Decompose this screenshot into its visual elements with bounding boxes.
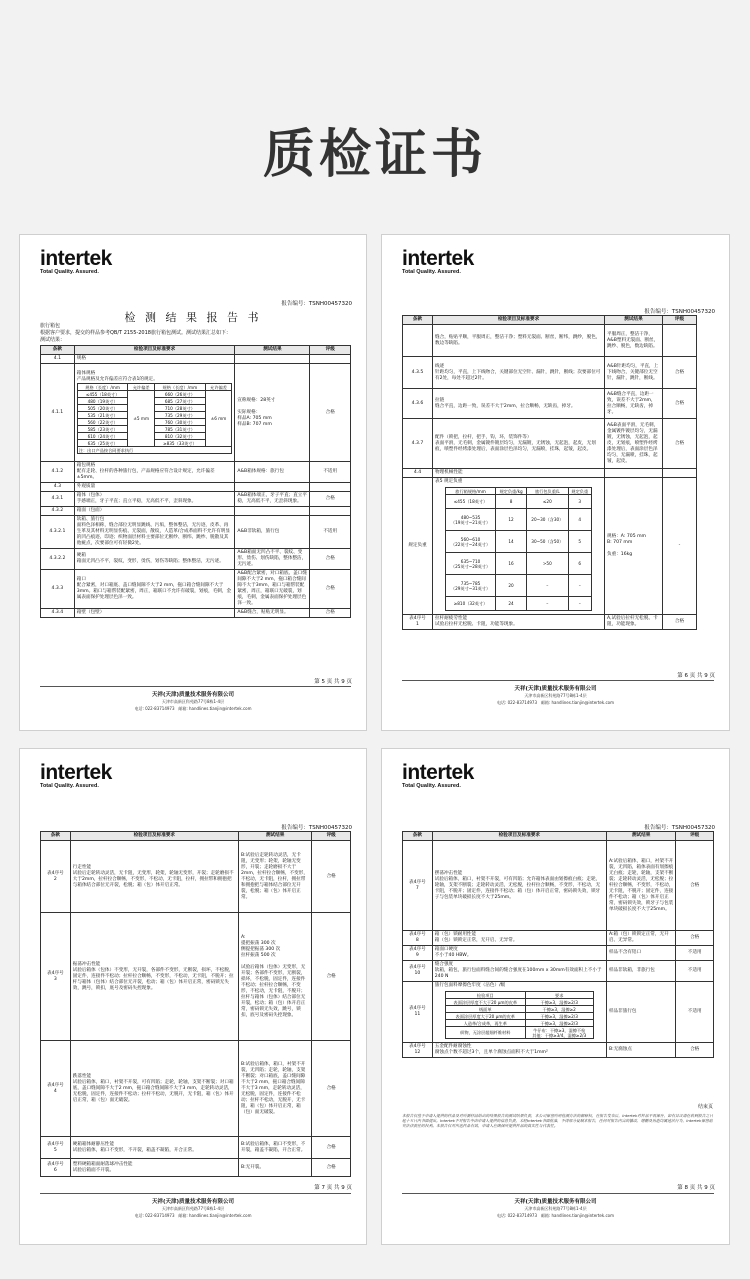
col-result: 测试结果 [238, 832, 311, 841]
clause-result [235, 507, 310, 516]
clause-result [235, 355, 310, 364]
clause-content: 外观质量 [74, 483, 235, 492]
footer-phone: 电话: 022-83714973 [496, 1213, 538, 1218]
intertek-logo [40, 247, 112, 275]
logo-tagline: Total Quality. Assured. [40, 269, 99, 275]
clause-no: 4.3 [41, 483, 75, 492]
load-cell: – [568, 575, 591, 597]
clause-verdict: 合格 [676, 841, 714, 931]
load-cell: ≤455（18英寸） [446, 495, 496, 509]
rub-cell: 干擦≥3，湿擦≥2 [525, 1006, 593, 1013]
page-number: 第 6 页 共 9 页 [677, 673, 715, 679]
clause-result: A&B非软箱，旅行包 [235, 516, 310, 549]
clause-verdict [310, 507, 351, 516]
clause-no: 4.3.3 [41, 570, 75, 609]
load-label: 规定负重 [403, 478, 433, 615]
results-table [40, 345, 351, 618]
spec-note: 注：出口产品按合同要求执行 [77, 447, 232, 454]
table-row [403, 982, 714, 1043]
clause-text: 箱体规格 产品规格及允许偏差应符合表1的规定。 [76, 371, 158, 382]
clause-no: 表4序号 8 [403, 931, 433, 946]
table-row [403, 469, 697, 478]
clause-verdict: - [663, 478, 697, 615]
footer-address: 天津市高新区科苑路77号8栋1-4层 [524, 693, 587, 698]
results-table [402, 831, 714, 1058]
clause-text: 旅行包面料摩擦色牢度（沾色）/级 [434, 983, 506, 988]
table-row [41, 841, 351, 913]
clause-verdict [310, 355, 351, 364]
load-cell: >50 [527, 553, 568, 575]
report-number: 报告编号：TSNH00457320 [644, 309, 715, 315]
table-row [403, 357, 697, 389]
rub-cell: 表面涂层厚度大于20 µm的皮革 [445, 1013, 525, 1020]
table-row [41, 1041, 351, 1137]
clause-result: A&B箱体规格：旅行包 [235, 462, 310, 483]
clause-content: 硬箱 箱面无凹凸不平，裂纹，变形，烫伤，划伤等缺陷；整体整洁，无污迹。 [74, 549, 235, 570]
clause-verdict: 不适用 [310, 516, 351, 549]
clause-result [605, 469, 663, 478]
spec-header: 规格（长度）/mm [155, 384, 206, 391]
clause-result: B:试验后箱体，箱口，衬架不开裂，无凹陷；走轮，轮轴，支架不断裂；对口箱底，盖口缝间隙不大于2 mm，拖口箱合缝间隙不大于3 mm，走轮转动灵活，无松脱，固定件，连接件不松动；拉杆不松动，无脱开，无卡阻，箱（包）体开启正常，箱（包）面无破裂。 [238, 1041, 311, 1137]
clause-content: 箱包规格 配有走轮、拉杆的各种旅行包，产品规格应符合设计规定，允许偏差±5mm。 [74, 462, 235, 483]
clause-verdict: 合格 [312, 841, 351, 913]
rub-cell: 干擦≥3，湿擦≥2/3 [525, 1020, 593, 1027]
clause-result: 宣称规格：28英寸 实际规格： 样品A: 705 mm 样品B: 707 mm [235, 364, 310, 462]
col-verdict: 评级 [310, 346, 351, 355]
clause-content: 振荡冲击性能 试验后箱体（包体）不变形，无开裂，各部件不变形，无断裂，损坏，不松脱，固定件，连接件不松动；拉杆拉合顺畅，不变形，不松动，无卡阻，不脱开；拉杆与箱体（包体）结合部位无开裂，松动；箱（包）体开启正常，密码锁无失效，跳号，锁扣，底号及密码失控现象。 [70, 913, 238, 1041]
table-row [403, 325, 697, 357]
logo-wordmark: intertek [40, 247, 112, 270]
clause-no: 4.3.6 [403, 389, 433, 419]
table-row [41, 1137, 351, 1159]
footer-phone: 电话: 022-83714973 [496, 700, 538, 705]
table-row [41, 913, 351, 1041]
clause-content: 摆荡冲击性能 试验后箱体，箱口，衬架不开裂，可有凹陷；允许箱体表面由划擦痕白痕；走轮，轮轴，支架不断裂；走轮转动灵活，无松脱，拉杆拉合顺畅，不变形，不松动，无卡阻，不脱开；固定件，连接件不松动；箱（包）体开启正常，密码锁失效，锁牙子与包装单块破损长度不大于25mm。 [432, 841, 606, 931]
logo-tagline: Total Quality. Assured. [402, 783, 461, 789]
clause-result: B:试验后箱体，箱口不变形，不开裂，箱盖不凝陷，开合正常。 [238, 1137, 311, 1159]
load-cell: 20 [496, 575, 527, 597]
spec-cell: 785（31英寸） [155, 426, 206, 433]
clause-no: 4.3.7 [403, 419, 433, 469]
clause-result: A&B表面平滑，无毛刺，金属镀件镀层均匀，无漏镀，无锈蚀，无起泡，起皮，无划痕，喷塑件经烤漆处理后，表面涂层色泽均匀，无漏喷，挂珠，起皱，起皮。 [605, 419, 663, 469]
table-row [403, 1043, 714, 1058]
load-header: 规定负重/kg [496, 488, 527, 495]
table-row [41, 462, 351, 483]
footer-contact [20, 706, 366, 712]
spec-cell: 710（28英寸） [155, 405, 206, 412]
clause-no: 表4序号 5 [41, 1137, 71, 1159]
clause-content: 物理机械性能 [433, 469, 605, 478]
clause-content [74, 364, 235, 462]
col-result: 测试结果 [605, 316, 663, 325]
spec-tolerance: ±6 mm [205, 391, 232, 447]
report-number: 报告编号：TSNH00457320 [281, 825, 352, 831]
table-row [403, 841, 714, 931]
load-cell: 30~50（含50） [527, 531, 568, 553]
col-verdict: 评级 [663, 316, 697, 325]
clause-content: 缝合强度 软箱，箱包，旅行包面料缝合间的缝合强度在100mm x 30mm有效面积上不小于240 N [432, 961, 606, 982]
rub-cell: 人造革/合成革，再生革 [445, 1020, 525, 1027]
load-cell: 16 [496, 553, 527, 575]
clause-result: A:箱（包）锁锁定正常，无开启、无异常。 [606, 931, 675, 946]
disclaimer: 本报告仅基于申请人提供的样品及对所测样品给出的结果报告的测试结果负责，本公司保留所用检测方法的解释权，在报告发布后，Intertek对样品不再保存，如有异议请在收到报告之日起十五日内书面提出。Intertek不对报告中由申请人提供的信息负责，未经Intertek书面批准，不得部分复制本报告，任何对报告内容的篡改、增删及伪造均属违法行为，Intertek保留追究法律责任的权利。本报告仅对所送样品有效，申请人应确保所提供样品的真实性与代表性。 [402, 1113, 714, 1128]
logo-wordmark: intertek [402, 247, 474, 270]
clause-content: 跌落性能 试验后箱体，箱口，衬架不开裂，可有凹陷；走轮，轮轴，支架不断裂；对口箱底，盖口缝间隙不大于2 mm，拖口箱合缝间隙不大于3 mm，走轮转动灵活，无松脱，固定件，连接件不松动；拉杆不松动，无脱开，无卡阻，箱（包）体开启正常，箱（包）面无破裂。 [70, 1041, 238, 1137]
rub-cell: 织物，无涂层超细纤维材料 [445, 1027, 525, 1039]
clause-no: 表4序号 1 [403, 615, 433, 630]
table5-title: 表5 规定负重 [435, 479, 463, 484]
table-row [41, 492, 351, 507]
load-cell: – [527, 575, 568, 597]
spec-cell: 610（24英寸） [77, 433, 128, 440]
col-content: 检验项目及标准要求 [74, 346, 235, 355]
footer-email: 邮箱: handlines.tianjin@intertek.com [178, 706, 252, 711]
page-number: 第 8 页 共 9 页 [677, 1185, 715, 1191]
report-page-7 [19, 748, 367, 1245]
rub-cell: 表面涂层厚度不大于20 µm的皮革 [445, 999, 525, 1006]
footer [20, 1197, 366, 1219]
footer-address: 天津市高新区科苑路77号8栋1-4层 [524, 1206, 587, 1211]
clause-content: 箱壁（包壁） [74, 609, 235, 618]
clause-verdict: 不适用 [676, 961, 714, 982]
spec-cell: 535（21英寸） [77, 412, 128, 419]
results-table [402, 315, 697, 630]
load-cell: 12 [496, 509, 527, 531]
clause-content: 塑料硬箱箱面耐落球冲击性能 试验后箱面不开裂。 [70, 1159, 238, 1177]
clause-verdict: 不适用 [676, 946, 714, 961]
spec-cell: 560（22英寸） [77, 419, 128, 426]
spec-table [77, 383, 233, 454]
footer [382, 684, 729, 706]
col-content: 检验项目及标准要求 [432, 832, 606, 841]
load-header: 旅行箱规格/mm [446, 488, 496, 495]
clause-content: 规格 [74, 355, 235, 364]
table-row [41, 355, 351, 364]
clause-content: 箱口 配合紧密，对口箱底、盖口缝间隙不大于2 mm，拖口箱合缝间隙不大于3mm。箱口与箱帮装配紧密，周正，箱联口不允许有破裂，划痕，毛刺，金属表面保护处理层色泽一致。 [74, 570, 235, 609]
load-cell: 4 [568, 509, 591, 531]
clause-no: 表4序号 11 [403, 982, 433, 1043]
col-item: 条款 [403, 832, 433, 841]
spec-header: 允许偏差 [128, 384, 155, 391]
clause-result: A&B缝合，贴贴无明显。 [235, 609, 310, 618]
load-cell: 635~710 （25英寸~28英寸） [446, 553, 496, 575]
table-row [403, 946, 714, 961]
clause-no: 4.3.4 [41, 609, 75, 618]
clause-result: B:无开裂。 [238, 1159, 311, 1177]
intertek-logo [40, 761, 112, 789]
spec-cell: 585（23英寸） [77, 426, 128, 433]
load-cell: 6 [568, 553, 591, 575]
clause-verdict: 合格 [663, 357, 697, 389]
load-cell: 8 [496, 495, 527, 509]
clause-no: 4.4 [403, 469, 433, 478]
load-header: 旅行包负重/L [527, 488, 568, 495]
clause-verdict: 合格 [663, 389, 697, 419]
logo-tagline: Total Quality. Assured. [402, 269, 461, 275]
footer-contact [382, 700, 729, 706]
clause-verdict: 合格 [312, 1159, 351, 1177]
report-number: 报告编号：TSNH00457320 [281, 301, 352, 307]
spec-cell: ≥835（33英寸） [155, 440, 206, 447]
spec-cell: ≤455（18英寸） [77, 391, 128, 398]
footer-email: 邮箱: handlines.tianjin@intertek.com [540, 700, 615, 705]
rub-cell: 干擦≥3，湿擦≥2/3 [525, 1013, 593, 1020]
load-cell: 560~610 （22英寸~24英寸） [446, 531, 496, 553]
table-row [41, 516, 351, 549]
end-mark: 结束页 [697, 1104, 713, 1110]
report-number: 报告编号：TSNH00457320 [644, 825, 715, 831]
clause-verdict: 合格 [310, 570, 351, 609]
clause-content: 箱（包）锁耐用性能 箱（包）锁锁定正常，无开启、无异常。 [432, 931, 606, 946]
clause-content: 缝合，贴贴平顺，平服周正，整洁干净；塑料无裂面、断丝，断纬，跳纱，脱色，数边等缺陷。 [433, 325, 605, 357]
footer-rule [40, 1193, 351, 1194]
clause-verdict: 合格 [310, 609, 351, 618]
clause-result: A: 提把振荡 300 次 侧提把振荡 300 次 拉杆振荡 500 次 试验后箱体（包体）无变形，无开裂；各部件不变形，无断裂，损坏，不松脱，固定件，连接件不松动；拉杆拉合顺畅，不变形，不松动，无卡阻，不脱开；拉杆与箱体（包体）结合部位无开裂，松动；箱（包）体开启正常，密码锁无失效，跳号，锁扣，底号及密码失控现象。 [238, 913, 311, 1041]
col-verdict: 评级 [312, 832, 351, 841]
clause-no: 表4序号 4 [41, 1041, 71, 1137]
load-cell: 3 [568, 495, 591, 509]
footer [20, 690, 366, 712]
footer-contact [382, 1213, 729, 1219]
clause-no: 4.3.2 [41, 507, 75, 516]
clause-no: 4.3.2.2 [41, 549, 75, 570]
clause-verdict: 合格 [310, 492, 351, 507]
logo-tagline: Total Quality. Assured. [40, 783, 99, 789]
clause-content: 线迹 针距均匀，平直，上下线吻合，关键部位无空针、漏针，跳针，断线；次要部位可有2处，每处不超过2针。 [433, 357, 605, 389]
clause-no: 表4序号 2 [41, 841, 71, 913]
table-row [41, 507, 351, 516]
clause-no: 表4序号 6 [41, 1159, 71, 1177]
load-table [445, 487, 592, 611]
clause-verdict: 合格 [310, 364, 351, 462]
col-item: 条款 [41, 346, 75, 355]
load-cell: ≤20 [527, 495, 568, 509]
clause-no: 表4序号 3 [41, 913, 71, 1041]
clause-content: 箱体（包体） 手感端正，牙子平直；直立平稳，无高低不平，歪斜现象。 [74, 492, 235, 507]
results-table [40, 831, 351, 1177]
clause-verdict: 合格 [663, 615, 697, 630]
load-cell: 24 [496, 597, 527, 611]
load-cell: 5 [568, 531, 591, 553]
col-result: 测试结果 [235, 346, 310, 355]
footer-company: 天祥(天津)质量技术服务有限公司 [514, 1199, 597, 1205]
footer-rule [402, 680, 714, 681]
col-item: 条款 [41, 832, 71, 841]
table-row [41, 364, 351, 462]
clause-no: 4.3.5 [403, 357, 433, 389]
clause-content: 拉链 缝合平直，边距一致，误差不大于2mm，拉合顺畅，无缺齿，掉牙。 [433, 389, 605, 419]
load-cell: – [527, 597, 568, 611]
page-number: 第 7 页 共 9 页 [314, 1185, 352, 1191]
intertek-logo [402, 247, 474, 275]
logo-wordmark: intertek [40, 761, 112, 784]
clause-no: 表4序号 10 [403, 961, 433, 982]
load-cell: 14 [496, 531, 527, 553]
rub-cell: 干擦≥3，湿擦≥2/3 [525, 999, 593, 1006]
table-row [41, 549, 351, 570]
rub-cell: 绒面革 [445, 1006, 525, 1013]
spec-cell: 685（27英寸） [155, 398, 206, 405]
clause-content: 硬箱箱体耐静压性能 试验后箱体，箱口不变形，不开裂，箱盖不凝陷，开合正常。 [70, 1137, 238, 1159]
footer-contact [20, 1213, 366, 1219]
clause-no: 4.1.2 [41, 462, 75, 483]
table-row [41, 1159, 351, 1177]
footer-company: 天祥(天津)质量技术服务有限公司 [514, 686, 597, 692]
rub-fastness-table [445, 991, 594, 1039]
clause-verdict [663, 325, 697, 357]
table-row [41, 570, 351, 609]
clause-verdict: 合格 [312, 1041, 351, 1137]
clause-verdict: 合格 [312, 913, 351, 1041]
clause-result: 样品非旅行包 [606, 982, 675, 1043]
clause-content: 配件（锁把，拉杆，把手，钩，环，装饰件等） 表面平滑，无毛刺，金属镀件镀层均匀，无漏镀，无锈蚀，无起泡，起皮，无划痕，喷塑件经烤漆处理后，表面涂层色泽均匀，无漏喷，挂珠，起皱，起皮。 [433, 419, 605, 469]
spec-cell: 735（29英寸） [155, 412, 206, 419]
footer-address: 天津市高新区科苑路77号8栋1-4层 [161, 1206, 225, 1211]
col-verdict: 评级 [676, 832, 714, 841]
col-result: 测试结果 [606, 832, 675, 841]
table-row [403, 478, 697, 615]
clause-no: 4.3.1 [41, 492, 75, 507]
spec-header: 规格（长度）/mm [77, 384, 128, 391]
clause-verdict: 不适用 [676, 982, 714, 1043]
clause-result: 规格：A: 705 mm B: 707 mm 负重：16kg [605, 478, 663, 615]
report-page-5 [19, 234, 367, 731]
report-heading: 检 测 结 果 报 告 书 [124, 311, 262, 324]
clause-no: 4.1.1 [41, 364, 75, 462]
col-content: 检验项目及标准要求 [433, 316, 605, 325]
clause-content: 箱面口硬度 不小于40 HBW。 [432, 946, 606, 961]
spec-cell: 505（20英寸） [77, 405, 128, 412]
clause-no: 4.1 [41, 355, 75, 364]
report-page-8 [381, 748, 730, 1245]
clause-verdict: 合格 [676, 1043, 714, 1058]
col-item: 条款 [403, 316, 433, 325]
footer [382, 1197, 729, 1219]
clause-no: 表4序号 12 [403, 1043, 433, 1058]
test-basis-note: 根据客户要求，提交的样品参考QB/T 2155-2018旅行箱包测试。测试结果汇总如下： [40, 330, 231, 336]
clause-content [433, 478, 605, 615]
clause-result: A,试验后拉杆无松脱、卡阻，功能现象。 [605, 615, 663, 630]
clause-result: A&B配合紧密，对口箱底、盖口缝间隙不大于2 mm，拖口箱合缝间隙不大于3mm，箱口与箱帮装配紧密，周正，箱联口无破裂，划痕，毛刺，金属表面保护处理层色泽一致。 [235, 570, 310, 609]
test-result-label: 测试结果： [40, 337, 66, 343]
clause-result: B:试验后走轮转动灵活，无卡阻，无变形；轮架，轮轴无变形，开裂；走轮磨损不大于2mm，拉杆拉合顺畅，不变形，不松动，无卡阻，拉杆，拥拉带和拥抱把与箱体结合部位无开裂，松脱；箱（包）体开启正常。 [238, 841, 311, 913]
clause-verdict: 合格 [310, 549, 351, 570]
spec-cell: 810（32英寸） [155, 433, 206, 440]
intertek-logo [402, 761, 474, 789]
rub-cell: 牛仔布：干擦≥3，湿擦不检 其他：干擦≥3/4，湿擦≥2/3 [525, 1027, 593, 1039]
clause-result: A&B缝合平直，边距一致，误差不大于2mm，拉合顺畅，无缺齿，掉牙。 [605, 389, 663, 419]
rub-header: 要求 [525, 992, 593, 999]
clause-verdict: 合格 [676, 931, 714, 946]
spec-header: 允许偏差 [205, 384, 232, 391]
clause-no [403, 325, 433, 357]
footer-phone: 电话: 022-83714973 [134, 1213, 175, 1218]
clause-result: 样品不含有铝口 [606, 946, 675, 961]
clause-result: A&B箱面无凹凸不平、裂纹、变形、烫伤、划伤缺陷，整体整洁，无污迹。 [235, 549, 310, 570]
load-cell: 480~535 （19英寸~21英寸） [446, 509, 496, 531]
load-header: 规定负重 [568, 488, 591, 495]
table-row [403, 615, 697, 630]
clause-content: 五金配件耐腐蚀性 腐蚀点个数不超过3个，且单个腐蚀点面积不大于1mm² [432, 1043, 606, 1058]
clause-content: 行走性能 试验后走轮转动灵活，无卡阻，无变形，轮架，轮轴无变形，开裂；走轮磨损不大于2mm，拉杆拉合顺畅，不变形，不松动，无卡阻，拉杆，拥拉带和拥抱把与箱体结合部位无开裂，松脱；箱（包）体开启正常。 [70, 841, 238, 913]
clause-result: A:试验后箱体，箱口，衬架不开裂，无凹陷，箱体表面有划擦痕无白痕；走轮，轮轴，支架不断裂；走轮转动灵活，无松脱；拉杆拉合顺畅，不变形，不松动，无卡阻，不脱开；固定件，连接件不松动；箱（包）体开启正常，密码锁失效，锁牙子与包装单块破损长度不大于25mm。 [606, 841, 675, 931]
clause-result [235, 483, 310, 492]
load-cell: 20~30（含30） [527, 509, 568, 531]
table-row [403, 931, 714, 946]
clause-content: 拉杆耐疲劳性能 试验后拉杆无松脱、卡阻，功能等现象。 [433, 615, 605, 630]
clause-no: 4.3.2.1 [41, 516, 75, 549]
rub-header: 检验项目 [445, 992, 525, 999]
clause-no: 表4序号 7 [403, 841, 433, 931]
spec-cell: 660（26英寸） [155, 391, 206, 398]
logo-wordmark: intertek [402, 761, 474, 784]
clause-result: 样品非软箱，非旅行包 [606, 961, 675, 982]
table-row [41, 483, 351, 492]
clause-result: A&B箱体端正，牙子平直；直立平稳，无高低不平，无歪斜现象。 [235, 492, 310, 507]
clause-result: A&B针距均匀，平直，上下线吻合，关键部位无空针，漏针，跳针，断线。 [605, 357, 663, 389]
clause-verdict: 合格 [663, 419, 697, 469]
clause-content: 软箱、旅行包 面料色泽相称，缝合部位无明显跳线、污垢，整体整洁，无污迹，皮革、再生革及其材料无明显伤痕、无裂面，散纹，人造革/合成革面料不允许有明显的凹凸痕迹、印迹；织物面层材料主要部位无断纱、断纬、跳纱、脱散及其他疵点，次要部位可有轻微2处。 [74, 516, 235, 549]
load-cell: 735~785 （29英寸~31英寸） [446, 575, 496, 597]
clause-verdict [663, 469, 697, 478]
product-name: 旅行箱包 [40, 323, 61, 329]
clause-content [432, 982, 606, 1043]
spec-cell: 760（30英寸） [155, 419, 206, 426]
clause-no: 表4序号 9 [403, 946, 433, 961]
footer-company: 天祥(天津)质量技术服务有限公司 [151, 692, 235, 698]
page-title: 质检证书 [262, 125, 487, 185]
footer-email: 邮箱: handlines.tianjin@intertek.com [540, 1213, 615, 1218]
load-cell: – [568, 597, 591, 611]
spec-tolerance: ±5 mm [128, 391, 155, 447]
clause-result: B:无腐蚀点 [606, 1043, 675, 1058]
footer-rule [40, 686, 351, 687]
footer-email: 邮箱: handlines.tianjin@intertek.com [178, 1213, 252, 1218]
table-row [41, 609, 351, 618]
load-cell: ≥810（32英寸） [446, 597, 496, 611]
clause-verdict: 不适用 [310, 462, 351, 483]
footer-company: 天祥(天津)质量技术服务有限公司 [151, 1199, 235, 1205]
clause-verdict [310, 483, 351, 492]
spec-cell: 480（19英寸） [77, 398, 128, 405]
footer-rule [402, 1193, 714, 1194]
col-content: 检验项目及标准要求 [70, 832, 238, 841]
table-row [403, 961, 714, 982]
spec-cell: 635（25英寸） [77, 440, 128, 447]
clause-result: 平服周正，整洁干净，A&B塑料无裂面、断丝，跳纱、脱色，数边缺陷。 [605, 325, 663, 357]
table-row [403, 389, 697, 419]
clause-content: 箱面（包面） [74, 507, 235, 516]
clause-verdict: 合格 [312, 1137, 351, 1159]
page-number: 第 5 页 共 9 页 [314, 679, 352, 685]
table-row [403, 419, 697, 469]
footer-phone: 电话: 022-83714973 [134, 706, 175, 711]
footer-address: 天津市高新区科苑路77号8栋1-4层 [161, 699, 225, 704]
report-page-6 [381, 234, 730, 731]
